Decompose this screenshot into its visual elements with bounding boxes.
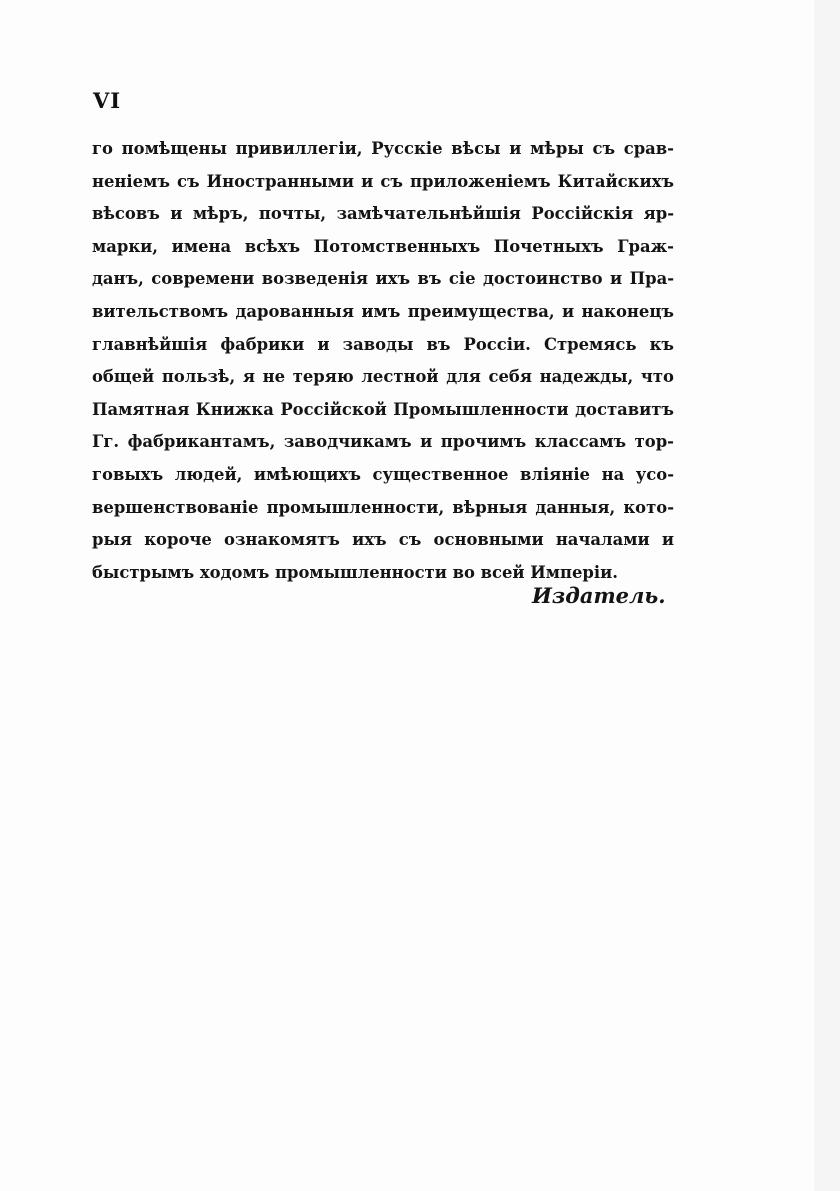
text-line: рыя короче ознакомятъ ихъ съ основными началами и [92, 530, 674, 550]
text-line: Гг. фабрикантамъ, заводчикамъ и прочимъ классамъ тор- [92, 432, 674, 452]
text-line: главнѣйшія фабрики и заводы въ Россіи. Стремясь къ [92, 334, 674, 354]
text-line: вѣсовъ и мѣръ, почты, замѣчательнѣйшія Россійскія яр- [92, 204, 674, 224]
page-edge-shade [814, 0, 840, 1191]
text-line: вительствомъ дарованныя имъ преимущества, и наконецъ [92, 301, 674, 321]
text-line: Памятная Книжка Россійской Промышленности доставитъ [92, 399, 674, 419]
signature-publisher: Издатель. [532, 583, 666, 608]
text-line: говыхъ людей, имѣющихъ существенное вліяніе на усо- [92, 464, 674, 484]
text-line: го помѣщены привиллегіи, Русскіе вѣсы и мѣры съ срав- [92, 139, 674, 158]
text-line: неніемъ съ Иностранными и съ приложеніемъ Китайскихъ [92, 171, 674, 191]
body-text [92, 133, 674, 589]
text-line: марки, имена всѣхъ Потомственныхъ Почетныхъ Граж- [92, 236, 674, 256]
text-line: данъ, современи возведенія ихъ въ сіе достоинство и Пра- [92, 269, 674, 289]
text-line: общей пользѣ, я не теряю лестной для себя надежды, что [92, 367, 674, 387]
page-number: VI [93, 88, 122, 113]
text-line: быстрымъ ходомъ промышленности во всей Имперіи. [92, 562, 618, 582]
text-line: вершенствованіе промышленности, вѣрныя данныя, кото- [92, 497, 674, 517]
